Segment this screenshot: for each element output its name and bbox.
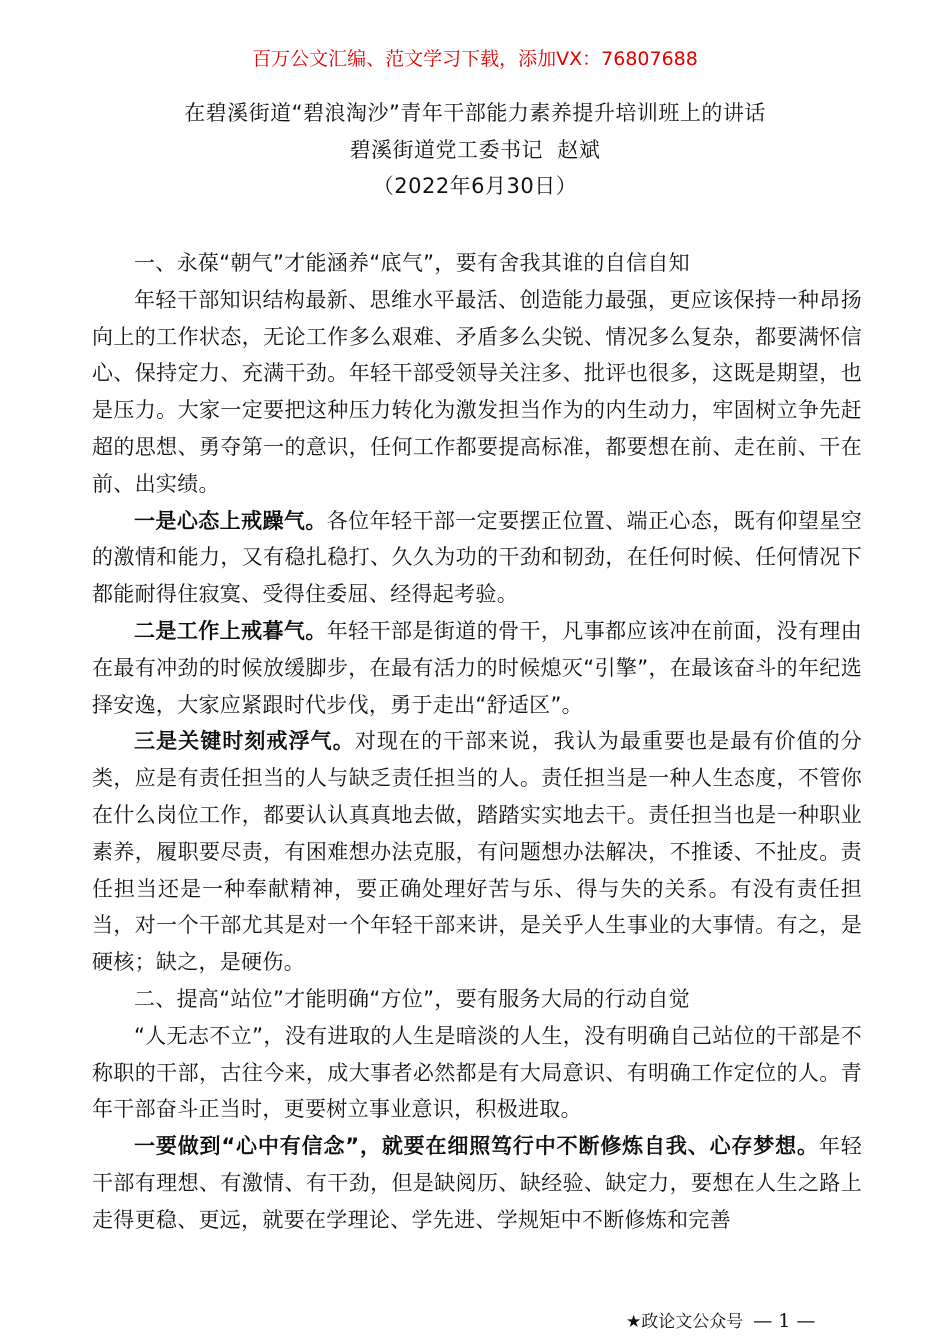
speech-title: 在碧溪街道“碧浪淘沙”青年干部能力素养提升培训班上的讲话 (184, 101, 766, 125)
paragraph-text: 年轻干部是街道的骨干，凡事都应该冲在前面，没有理由在最有冲劲的时候放缓脚步，在最有活力的时候熄灭“引擎”，在最该奋斗的年纪选择安逸，大家应紧跟时代步伐，勇于走出“舒适区”。 (92, 618, 863, 717)
paragraph: 年轻干部知识结构最新、思维水平最活、创造能力最强，更应该保持一种昂扬向上的工作状态，无论工作多么艰难、矛盾多么尖锐、情况多么复杂，都要满怀信心、保持定力、充满干劲。年轻干部受领导关注多、批评也很多，这既是期望，也是压力。大家一定要把这种压力转化为激发担当作为的内生动力，牢固树立争先赶超的思想、勇夺第一的意识，任何工作都要提高标准，都要想在前、走在前、干在前、出实绩。 (92, 287, 862, 496)
paragraph (92, 1128, 862, 1238)
bold-lead: 一要做到“心中有信念”，就要在细照笃行中不断修炼自我、心存梦想。 (134, 1134, 819, 1159)
paragraph-text: 年轻干部有理想、有激情、有干劲，但是缺阅历、缺经验、缺定力，要想在人生之路上走得更稳、更远，就要在学理论、学先进、学规矩中不断修炼和完善 (92, 1134, 862, 1232)
page-number: — 1 — (753, 1310, 816, 1332)
footer-source: ★政论文公众号 (626, 1312, 744, 1332)
bold-lead: 一是心态上戒躁气。 (134, 508, 327, 533)
section-heading-1: 一、永葆“朝气”才能涵养“底气”，要有舍我其谁的自信自知 (134, 251, 690, 275)
bold-lead: 三是关键时刻戒浮气。 (134, 729, 355, 754)
paragraph-text: 各位年轻干部一定要摆正位置、端正心态，既有仰望星空的激情和能力，又有稳扎稳打、久久为功的干劲和韧劲，在任何时候、任何情况下都能耐得住寂寞、受得住委屈、经得起考验。 (92, 508, 863, 607)
promo-banner-text: 百万公文汇编、范文学习下载，添加VX：76807688 (252, 48, 698, 70)
paragraph (92, 613, 862, 723)
speech-date: （2022年6月30日） (372, 174, 578, 198)
paragraph (92, 503, 862, 613)
paragraph (92, 723, 862, 981)
paragraph: “人无志不立”，没有进取的人生是暗淡的人生，没有明确自己站位的干部是不称职的干部，古往今来，成大事者必然都是有大局意识、有明确工作定位的人。青年干部奋斗正当时，更要树立事业意识，积极进取。 (92, 1023, 862, 1122)
bold-lead: 二是工作上戒暮气。 (134, 618, 327, 643)
page-footer (626, 1310, 866, 1333)
section-heading-2: 二、提高“站位”才能明确“方位”，要有服务大局的行动自觉 (134, 986, 690, 1011)
speaker-line: 碧溪街道党工委书记 赵斌 (349, 138, 601, 162)
speech-body (92, 245, 862, 1239)
paragraph-text: 对现在的干部来说，我认为最重要也是最有价值的分类，应是有责任担当的人与缺乏责任担当的人。责任担当是一种人生态度，不管你在什么岗位工作，都要认认真真地去做，踏踏实实地去干。责任担当也是一种职业素养，履职要尽责，有困难想办法克服，有问题想办法解决，不推诿、不扯皮。责任担当还是一种奉献精神，要正确处理好苦与乐、得与失的关系。有没有责任担当，对一个干部尤其是对一个年轻干部来讲，是关乎人生事业的大事情。有之，是硬核；缺之，是硬伤。 (92, 729, 862, 975)
promo-banner (0, 46, 950, 72)
